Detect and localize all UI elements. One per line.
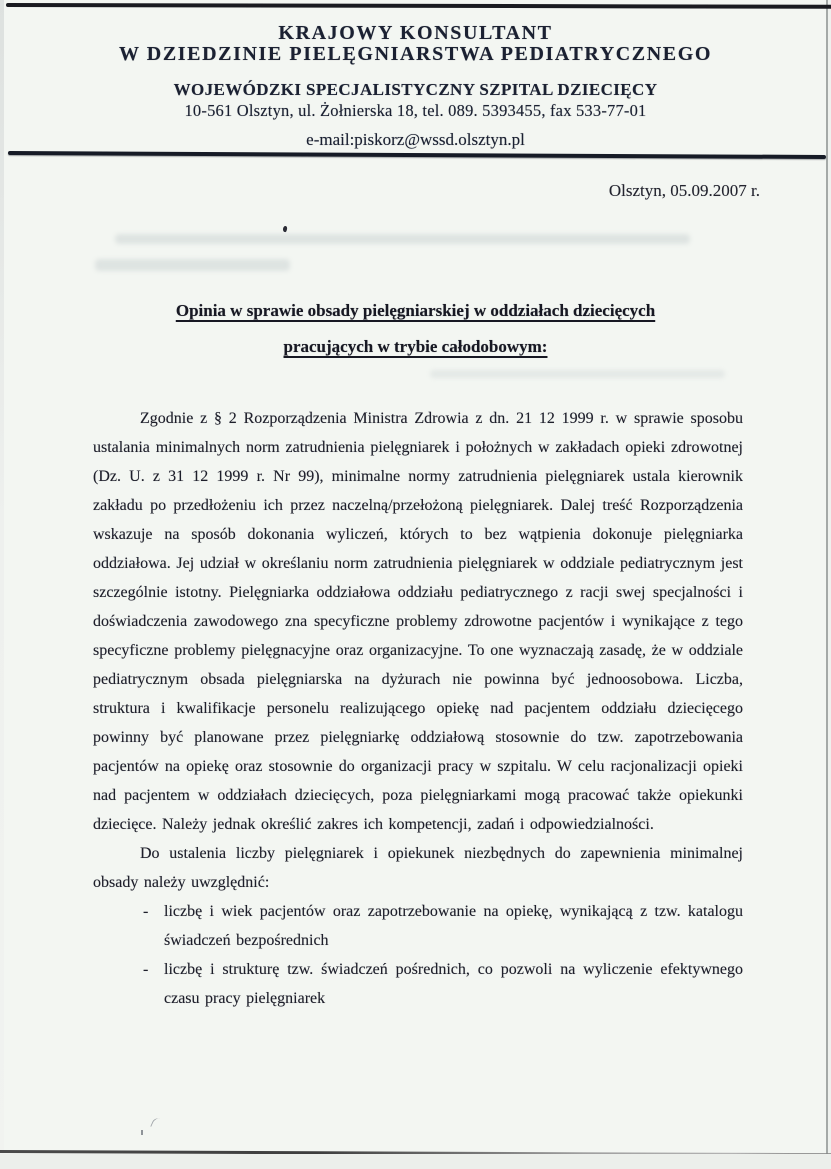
- letterhead-address: 10-561 Olsztyn, ul. Żołnierska 18, tel. 089. 5393455, fax 533-77-01: [184, 101, 647, 120]
- bullet-text: liczbę i wiek pacjentów oraz zapotrzebowanie na opiekę, wynikającą z tzw. katalogu świadczeń bezpośrednich: [164, 903, 743, 949]
- scan-speck: [141, 1130, 143, 1135]
- body-paragraph-2: Do ustalenia liczby pielęgniarek i opiekunek niezbędnych do zapewnienia minimalnej obsady należy uwzględnić:: [93, 845, 743, 891]
- letterhead: [0, 23, 831, 150]
- letterhead-email: e-mail:piskorz@wssd.olsztyn.pl: [306, 130, 525, 149]
- bleedthrough-smudge: [430, 370, 725, 378]
- list-item: [93, 897, 743, 955]
- scan-speck: [150, 1116, 164, 1130]
- scan-right-edge-line: [826, 0, 828, 1169]
- scan-bottom-band: [0, 1154, 831, 1169]
- bullet-dash: -: [143, 903, 149, 920]
- letterhead-consultant-line2: W DZIEDZINIE PIELĘGNIARSTWA PEDIATRYCZNEGO: [118, 43, 713, 65]
- letterhead-hospital-name: WOJEWÓDZKI SPECJALISTYCZNY SZPITAL DZIECIĘCY: [173, 80, 658, 99]
- dateline: Olsztyn, 05.09.2007 r.: [608, 181, 760, 200]
- bleedthrough-smudge: [115, 234, 690, 244]
- letterhead-consultant-line1: KRAJOWY KONSULTANT: [278, 22, 553, 44]
- document-title-line2: pracujących w trybie całodobowym:: [283, 337, 548, 356]
- document-title: [0, 293, 831, 365]
- bullet-dash: -: [143, 961, 149, 978]
- letterhead-bottom-rule: [8, 151, 826, 159]
- ink-speck: [282, 226, 287, 233]
- document-title-line1: Opinia w sprawie obsady pielęgniarskiej w oddziałach dziecięcych: [175, 301, 656, 320]
- scan-left-edge: [0, 0, 4, 1169]
- letterhead-top-rule: [6, 3, 831, 9]
- letter-body: [93, 404, 743, 1013]
- bleedthrough-smudge: [95, 259, 290, 271]
- body-paragraph-1: Zgodnie z § 2 Rozporządzenia Ministra Zdrowia z dn. 21 12 1999 r. w sprawie sposobu ustalania minimalnych norm zatrudnienia pielęgniarek i położnych w zakładach opieki zdrowotnej (Dz. U. z 31 12 1999 r. Nr 99), minimalne normy zatrudnienia pielęgniarek ustala kierownik zakładu po przedłożeniu ich przez naczelną/przełożoną pielęgniarek. Dalej treść Rozporządzenia wskazuje na sposób dokonania wyliczeń, których to bez wątpienia dokonuje pielęgniarka oddziałowa. Jej udział w określaniu norm zatrudnienia pielęgniarek w oddziale pediatrycznym jest szczególnie istotny. Pielęgniarka oddziałowa oddziału pediatrycznego z racji swej specjalności i doświadczenia zawodowego zna specyficzne problemy zdrowotne pacjentów i wynikające z tego specyficzne problemy pielęgnacyjne oraz organizacyjne. To one wyznaczają zasadę, że w oddziale pediatrycznym obsada pielęgniarska na dyżurach nie powinna być jednoosobowa. Liczba, struktura i kwalifikacje personelu realizującego opiekę nad pacjentem oddziału dziecięcego powinny być planowane przez pielęgniarkę oddziałową stosownie do tzw. zapotrzebowania pacjentów na opiekę oraz stosownie do organizacji pracy w szpitalu. W celu racjonalizacji opieki nad pacjentem w oddziałach dziecięcych, poza pielęgniarkami mogą pracować także opiekunki dziecięce. Należy jednak określić zakres ich kompetencji, zadań i odpowiedzialności.: [93, 410, 743, 833]
- list-item: [93, 955, 743, 1013]
- bullet-text: liczbę i strukturę tzw. świadczeń pośrednich, co pozwoli na wyliczenie efektywnego czasu pracy pielęgniarek: [164, 961, 743, 1007]
